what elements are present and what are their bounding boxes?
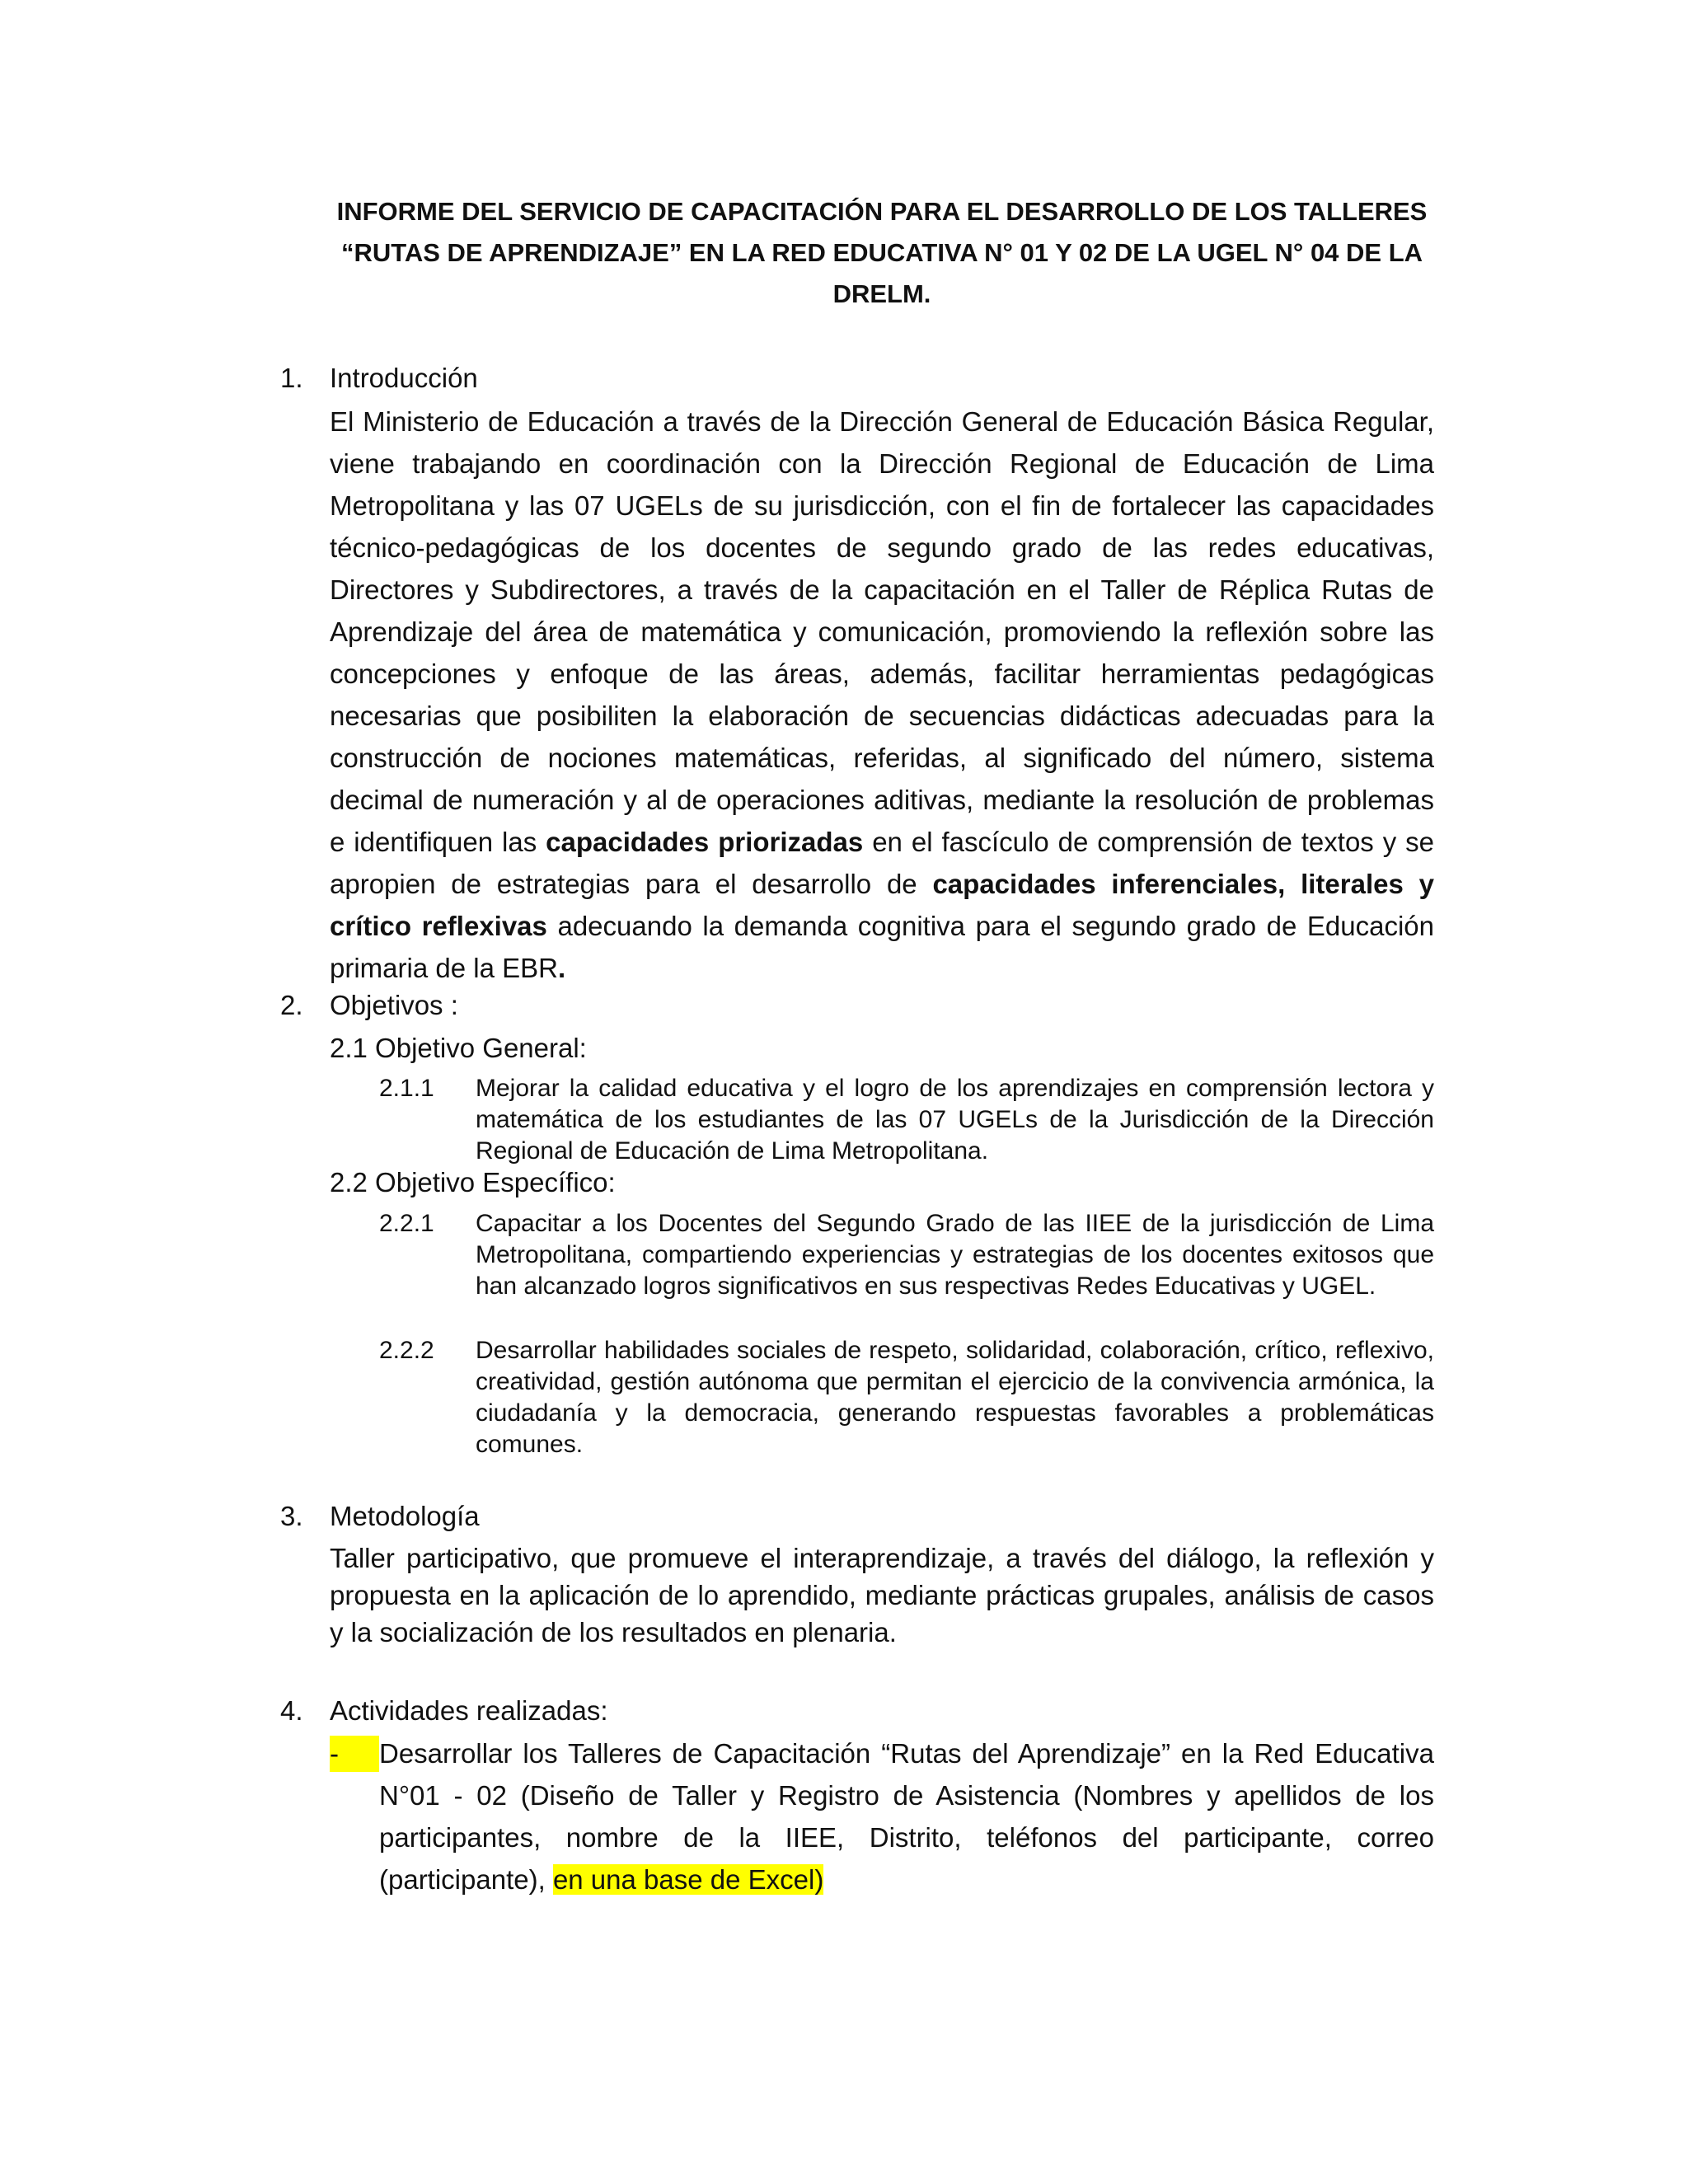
section-1-label: Introducción: [330, 363, 478, 393]
objective-number: 2.2.2: [379, 1337, 434, 1364]
intro-bold-c: .: [557, 953, 566, 983]
introduction-paragraph: [330, 401, 1434, 989]
title-line-3: DRELM.: [832, 279, 931, 308]
objective-item: [379, 1335, 1434, 1460]
intro-text-c: adecuando la demanda cognitiva para el segundo grado de Educación primaria de la EBR: [330, 911, 1434, 983]
methodology-paragraph: Taller participativo, que promueve el interaprendizaje, a través del diálogo, la reflexión y propuesta en la aplicación de lo aprendido, mediante prácticas grupales, análisis de casos y la socialización de los resultados en plenaria.: [330, 1543, 1434, 1647]
title-line-1: INFORME DEL SERVICIO DE CAPACITACIÓN PARA EL DESARROLLO DE LOS TALLERES: [336, 197, 1428, 226]
section-4-number: 4.: [280, 1695, 303, 1726]
section-3-label: Metodología: [330, 1501, 480, 1531]
highlighted-bullet-marker: -: [330, 1736, 379, 1772]
section-4-label: Actividades realizadas:: [330, 1695, 608, 1726]
objective-text: Mejorar la calidad educativa y el logro de los aprendizajes en comprensión lectora y matemática de los estudiantes de las 07 UGELs de la Jurisdicción de la Dirección Regional de Educación de Lima Metropolitana.: [476, 1075, 1434, 1165]
document-title: [330, 191, 1434, 315]
intro-bold-a: capacidades priorizadas: [546, 827, 864, 857]
objective-text: Capacitar a los Docentes del Segundo Grado de las IIEE de la jurisdicción de Lima Metropolitana, compartiendo experiencias y estrategias de los docentes exitosos que han alcanzado logros significativos en sus respectivas Redes Educativas y UGEL.: [476, 1210, 1434, 1300]
title-line-2: “RUTAS DE APRENDIZAJE” EN LA RED EDUCATIVA N° 01 Y 02 DE LA UGEL N° 04 DE LA: [340, 238, 1423, 267]
section-2-label: Objetivos :: [330, 990, 458, 1020]
section-1-number: 1.: [280, 363, 303, 393]
activity-text: Desarrollar los Talleres de Capacitación “Rutas del Aprendizaje” en la Red Educativa N°01 - 02 (Diseño de Taller y Registro de Asistencia (Nombres y apellidos de los participantes, nombre de la IIEE, Distrito, teléfonos del participante, correo (participante),: [379, 1738, 1434, 1895]
section-3-number: 3.: [280, 1501, 303, 1531]
intro-text-b: en el fascículo de comprensión de textos y se apropien de estrategias para el desarrollo de: [330, 827, 1435, 899]
objective-text: Desarrollar habilidades sociales de respeto, solidaridad, colaboración, crítico, reflexivo, creatividad, gestión autónoma que permitan el ejercicio de la convivencia armónica, la ciudadanía y la democracia, generando respuestas favorables a problemáticas comunes.: [476, 1337, 1434, 1458]
objective-number: 2.2.1: [379, 1210, 434, 1237]
objective-item: [379, 1073, 1434, 1167]
general-objective-heading: 2.1 Objetivo General:: [330, 1033, 587, 1063]
activity-paragraph: [379, 1732, 1434, 1900]
objective-item: [379, 1208, 1434, 1333]
objective-number: 2.1.1: [379, 1075, 434, 1102]
intro-text-a: El Ministerio de Educación a través de la Dirección General de Educación Básica Regular, viene trabajando en coordinación con la Dirección Regional de Educación de Lima Metropolitana y las 07 UGELs de su jurisdicción, con el fin de fortalecer las capacidades técnico-pedagógicas de los docentes de segundo grado de las redes educativas, Directores y Subdirectores, a través de la capacitación en el Taller de Réplica Rutas de Aprendizaje del área de matemática y comunicación, promoviendo la reflexión sobre las concepciones y enfoque de las áreas, además, facilitar herramientas pedagógicas necesarias que posibiliten la elaboración de secuencias didácticas adecuadas para la construcción de nociones matemáticas, referidas, al significado del número, sistema decimal de numeración y al de operaciones aditivas, mediante la resolución de problemas e identifiquen las: [330, 406, 1434, 857]
specific-objective-heading: 2.2 Objetivo Específico:: [330, 1167, 616, 1197]
section-2-number: 2.: [280, 990, 303, 1020]
highlighted-excel-note: en una base de Excel): [552, 1864, 824, 1895]
intro-bold-b: capacidades inferenciales, literales y crítico reflexivas: [330, 869, 1434, 941]
